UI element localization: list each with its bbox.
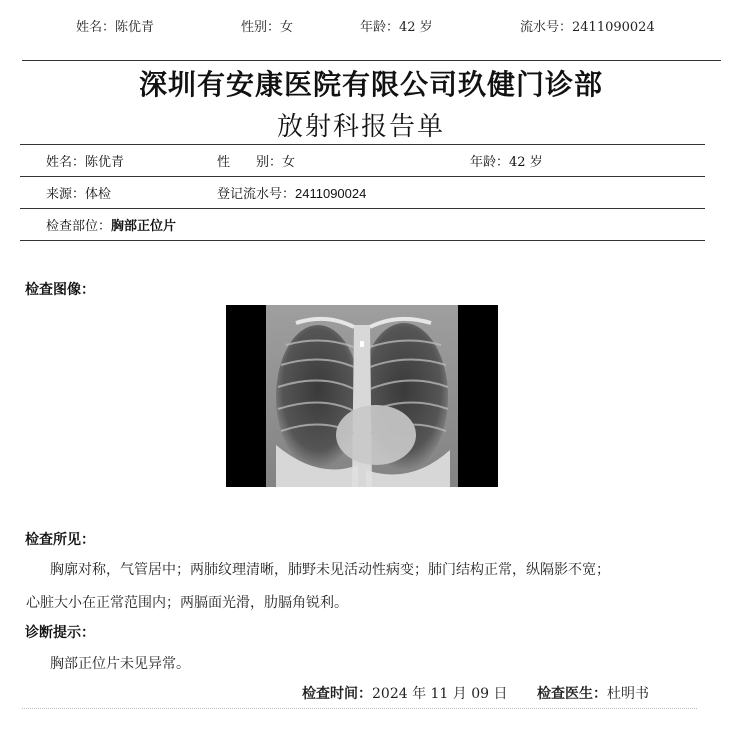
info-row-divider-2 [20, 208, 705, 209]
info-name [46, 151, 124, 170]
info-reg-serial-value: 2411090024 [295, 186, 367, 201]
info-row-divider-1 [20, 176, 705, 177]
top-patient-name: 姓名：陈优青 [76, 20, 155, 35]
exam-doctor-label: 检查医生： [537, 686, 607, 702]
info-source-label: 来源： [46, 187, 86, 202]
info-age [470, 151, 543, 170]
exam-doctor-value: 杜明书 [607, 686, 649, 702]
info-gender [217, 151, 295, 170]
info-table-bottom-line [20, 240, 705, 241]
info-reg-serial-label: 登记流水号： [217, 187, 296, 202]
hospital-name: 深圳有安康医院有限公司玖健门诊部 [138, 68, 603, 101]
header-divider [22, 60, 721, 61]
top-patient-age: 年龄：42 岁 [360, 20, 433, 35]
report-title: 放射科报告单 [276, 112, 445, 142]
top-patient-gender: 性别：女 [241, 20, 294, 35]
footer-divider [22, 708, 697, 709]
info-source-value: 体检 [85, 187, 112, 202]
info-age-value: 42 岁 [509, 155, 543, 170]
diagnosis-text: 胸部正位片未见异常。 [50, 656, 190, 672]
findings-title: 检查所见： [25, 532, 95, 548]
exam-time [302, 683, 508, 703]
info-name-label: 姓名： [46, 155, 86, 170]
exam-image-title: 检查图像： [25, 282, 95, 298]
findings-text-line-2: 心脏大小在正常范围内；两膈面光滑，肋膈角锐利。 [26, 595, 348, 611]
exam-doctor [537, 683, 649, 703]
info-exam-part [46, 215, 176, 234]
info-gender-label: 性 别： [217, 155, 283, 170]
findings-text-line-1: 胸廓对称，气管居中；两肺纹理清晰，肺野未见活动性病变；肺门结构正常，纵隔影不宽； [50, 562, 610, 578]
info-age-label: 年龄： [470, 155, 510, 170]
exam-time-label: 检查时间： [302, 686, 372, 702]
info-name-value: 陈优青 [85, 155, 125, 170]
diagnosis-title: 诊断提示： [25, 625, 95, 641]
info-source [46, 183, 111, 202]
info-exam-part-label: 检查部位： [46, 219, 112, 234]
info-gender-value: 女 [282, 155, 296, 170]
exam-time-value: 2024 年 11 月 09 日 [372, 686, 508, 702]
info-table-top-line [20, 144, 705, 145]
info-exam-part-value: 胸部正位片 [111, 219, 177, 234]
top-serial-number: 流水号：2411090024 [520, 20, 655, 35]
info-reg-serial [217, 183, 366, 202]
chest-xray-image [226, 305, 498, 487]
